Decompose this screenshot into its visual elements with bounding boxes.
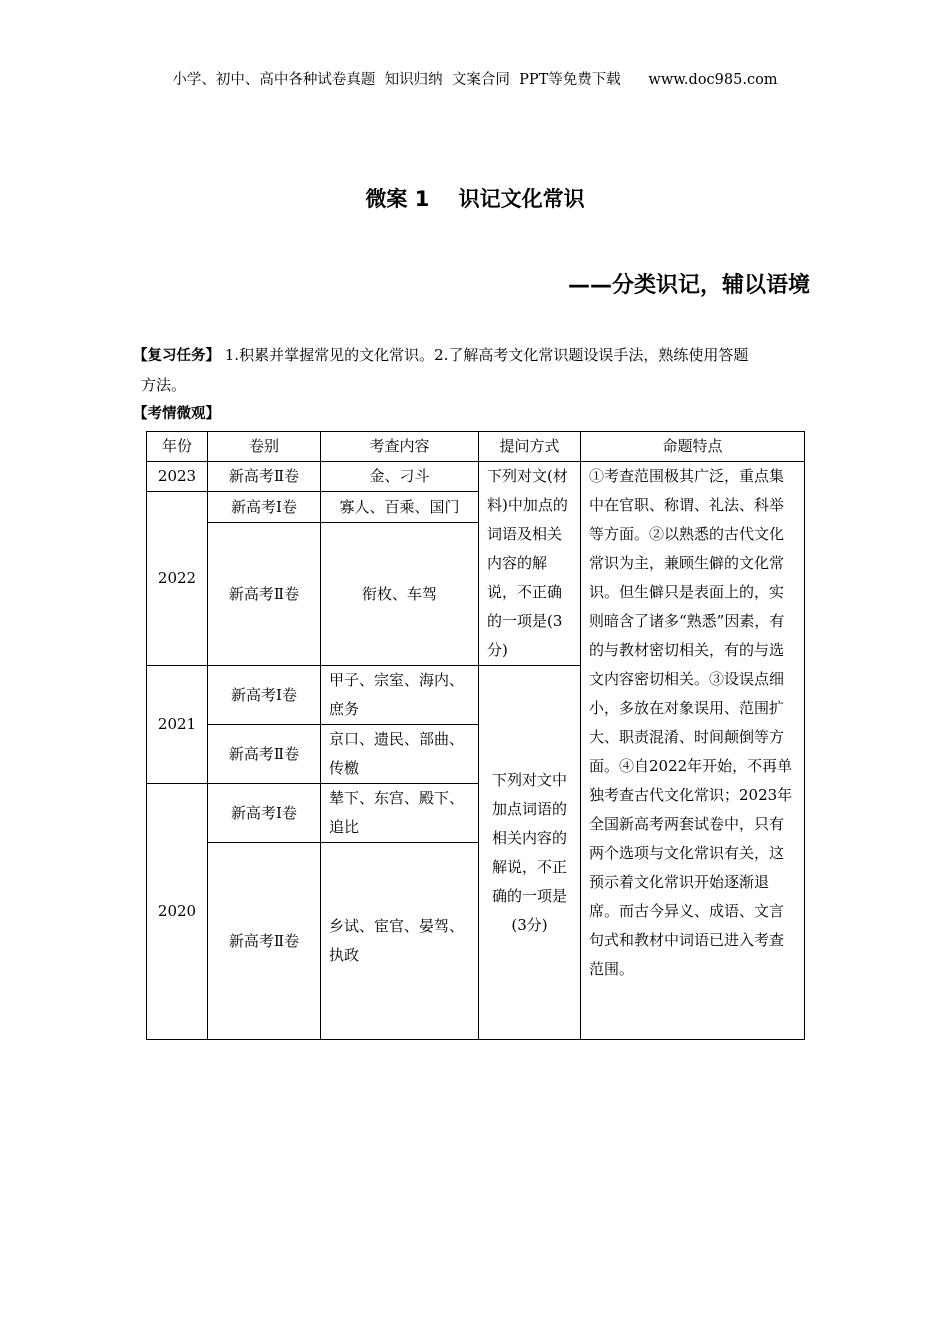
features-cell: ①考查范围极其广泛，重点集中在官职、称谓、礼法、科举等方面。②以熟悉的古代文化常识为主，兼顾生僻的文化常识。但生僻只是表面上的，实则暗含了诸多“熟悉”因素，有的与教材密切相关，有的与选文内容密切相关。③设误点细小，多放在对象误用、范围扩大、职责混淆、时间颠倒等方面。④自2022年开始，不再单独考查古代文化常识；2023年全国新高考两套试卷中，只有两个选项与文化常识有关，这预示着文化常识开始逐渐退席。而古今异义、成语、文言句式和教材中词语已进入考查范围。 xyxy=(581,462,805,1040)
review-task-text-line1: 1.积累并掌握常见的文化常识。2.了解高考文化常识题设误手法，熟练使用答题 xyxy=(220,346,749,364)
year-cell: 2020 xyxy=(147,784,208,1040)
paper-cell: 新高考Ⅰ卷 xyxy=(208,492,321,523)
question-style-cell: 下列对文(材料)中加点的词语及相关内容的解说，不正确的一项是(3分) xyxy=(479,462,581,666)
paper-cell: 新高考Ⅱ卷 xyxy=(208,843,321,1040)
paper-cell: 新高考Ⅰ卷 xyxy=(208,784,321,843)
year-cell: 2023 xyxy=(147,462,208,492)
page-header: 小学、初中、高中各种试卷真题 知识归纳 文案合同 PPT等免费下载 www.doc985.com xyxy=(172,72,778,88)
paper-cell: 新高考Ⅱ卷 xyxy=(208,725,321,784)
paper-cell: 新高考Ⅱ卷 xyxy=(208,462,321,492)
header-paper: 卷别 xyxy=(208,432,321,462)
content-cell: 辇下、东宫、殿下、追比 xyxy=(321,784,479,843)
content-cell: 寡人、百乘、国门 xyxy=(321,492,479,523)
exam-overview-label: 【考情微观】 xyxy=(133,406,220,422)
page-subtitle: ——分类识记，辅以语境 xyxy=(567,273,810,298)
content-cell: 衔枚、车驾 xyxy=(321,523,479,666)
review-task xyxy=(133,341,813,400)
header-question-style: 提问方式 xyxy=(479,432,581,462)
page-title: 微案 1 识记文化常识 xyxy=(365,187,585,211)
exam-overview-table xyxy=(146,431,805,1040)
review-task-label: 【复习任务】 xyxy=(133,348,220,364)
content-cell: 甲子、宗室、海内、庶务 xyxy=(321,666,479,725)
content-cell: 京口、遗民、部曲、传檄 xyxy=(321,725,479,784)
question-style-cell: 下列对文中加点词语的相关内容的解说，不正确的一项是(3分) xyxy=(479,666,581,1040)
content-cell: 乡试、宦官、晏驾、执政 xyxy=(321,843,479,1040)
header-content: 考查内容 xyxy=(321,432,479,462)
review-task-text-line2: 方法。 xyxy=(141,376,187,394)
table-header-row xyxy=(147,432,805,462)
paper-cell: 新高考Ⅰ卷 xyxy=(208,666,321,725)
header-features: 命题特点 xyxy=(581,432,805,462)
header-year: 年份 xyxy=(147,432,208,462)
content-cell: 金、刁斗 xyxy=(321,462,479,492)
year-cell: 2021 xyxy=(147,666,208,784)
paper-cell: 新高考Ⅱ卷 xyxy=(208,523,321,666)
year-cell: 2022 xyxy=(147,492,208,666)
table-row xyxy=(147,462,805,492)
